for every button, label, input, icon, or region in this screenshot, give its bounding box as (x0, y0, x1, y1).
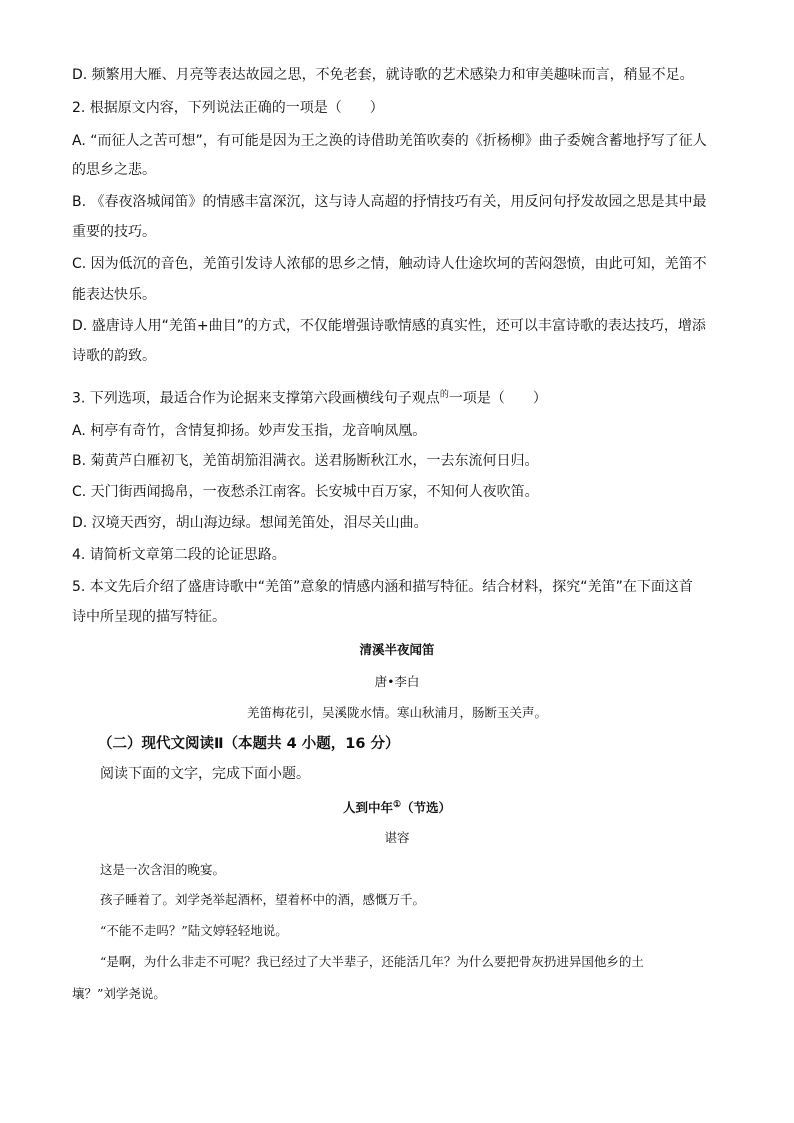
q2-option-a-line1: A. “而征人之苦可想”，有可能是因为王之涣的诗借助羌笛吹奏的《折杨柳》曲子委婉含蓄地抒写了征人 (72, 133, 707, 149)
q2-option-b-line2: 重要的技巧。 (72, 224, 156, 240)
section-instruction: 阅读下面的文字，完成下面小题。 (100, 766, 310, 782)
article-paragraph-1: 这是一次含泪的晚宴。 (100, 862, 226, 877)
q1-option-d: D. 频繁用大雁、月亮等表达故园之思，不免老套，就诗歌的艺术感染力和审美趣味而言，稍显不足。 (72, 67, 694, 83)
article-paragraph-3: “不能不走吗？”陆文婷轻轻地说。 (100, 923, 288, 938)
q2-stem: 2. 根据原文内容，下列说法正确的一项是（ ） (72, 100, 384, 116)
q2-option-d-line2: 诗歌的韵致。 (72, 348, 156, 364)
article-paragraph-2: 孩子睡着了。刘学尧举起酒杯，望着杯中的酒，感慨万千。 (100, 892, 426, 907)
q3-stem-sup: 的 (439, 390, 449, 400)
poem-text: 羌笛梅花引，吴溪陇水情。寒山秋浦月，肠断玉关声。 (246, 705, 547, 720)
q3-option-b: B. 菊黄芦白雁初飞，羌笛胡笳泪满衣。送君肠断秋江水，一去东流何日归。 (72, 453, 539, 469)
article-title (0, 796, 794, 817)
footnote-marker: ① (392, 800, 402, 810)
article-title-text: 人到中年 (342, 800, 393, 816)
q3-option-c: C. 天门街西闻捣帛，一夜愁杀江南客。长安城中百万家，不知何人夜吹笛。 (72, 484, 539, 500)
q2-option-a-line2: 的思乡之悲。 (72, 162, 156, 178)
q2-option-c-line1: C. 因为低沉的音色，羌笛引发诗人浓郁的思乡之情，触动诗人仕途坎坷的苦闷怨愤，由此可知，羌笛不 (72, 256, 707, 272)
q4-stem: 4. 请简析文章第二段的论证思路。 (72, 547, 286, 563)
poem-author: 唐•李白 (374, 674, 420, 689)
q2-option-c-line2: 能表达快乐。 (72, 287, 156, 303)
q5-line2: 诗中所呈现的描写特征。 (72, 609, 226, 625)
q3-stem (72, 386, 547, 408)
article-paragraph-4-line1: “是啊，为什么非走不可呢？我已经过了大半辈子，还能活几年？为什么要把骨灰扔进异国他乡的土 (100, 954, 644, 969)
q3-stem-post: 一项是（ ） (448, 390, 547, 407)
q2-option-d-line1: D. 盛唐诗人用“羌笛+曲目”的方式，不仅能增强诗歌情感的真实性，还可以丰富诗歌的表达技巧，增添 (72, 318, 706, 334)
article-author: 谌容 (384, 830, 410, 845)
q3-option-a: A. 柯亭有奇竹，含情复抑扬。妙声发玉指，龙音响凤凰。 (72, 423, 427, 439)
poem-title: 清溪半夜闻笛 (359, 642, 435, 657)
q5-line1: 5. 本文先后介绍了盛唐诗歌中“羌笛”意象的情感内涵和描写特征。结合材料，探究“羌笛”在下面这首 (72, 579, 693, 595)
q3-option-d: D. 汉境天西穷，胡山海边绿。想闻羌笛处，泪尽关山曲。 (72, 515, 428, 531)
section-heading: （二）现代文阅读Ⅱ（本题共 4 小题，16 分） (98, 736, 400, 752)
article-paragraph-4-line2: 壤？”刘学尧说。 (72, 986, 166, 1001)
article-title-suffix: （节选） (401, 800, 452, 816)
q3-stem-pre: 3. 下列选项，最适合作为论据来支撑第六段画横线句子观点 (72, 390, 440, 407)
q2-option-b-line1: B. 《春夜洛城闻笛》的情感丰富深沉，这与诗人高超的抒情技巧有关，用反问句抒发故园之思是其中最 (72, 194, 707, 210)
